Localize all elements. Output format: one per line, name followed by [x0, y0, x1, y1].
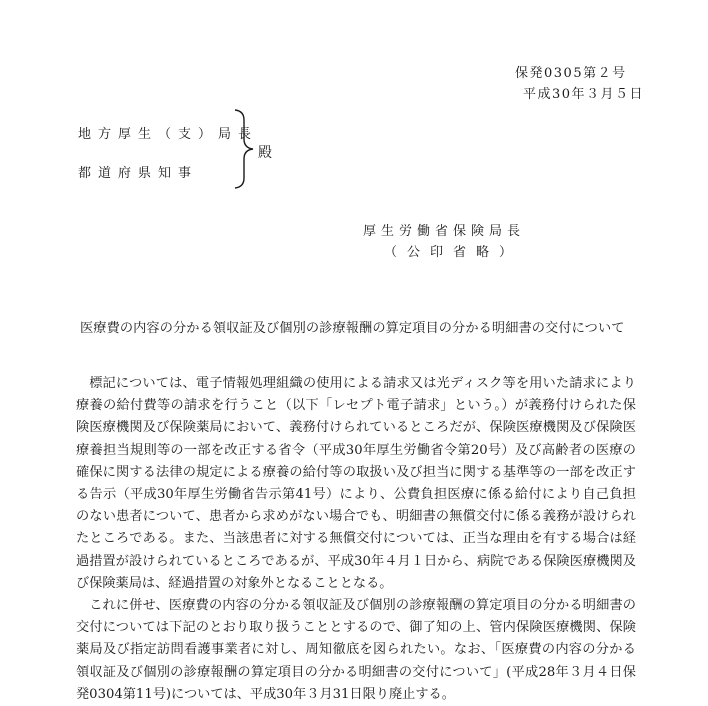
addressee-regional-bureau: 地方厚生（支）局長 [78, 127, 259, 142]
body-paragraph-1: 標記については、電子情報処理組織の使用による請求又は光ディスク等を用いた請求により療養の給付費等の請求を行うこと（以下「レセプト電子請求」という。）が義務付けられた保険医療機関及び保険薬局において、義務付けられているところだが、保険医療機関及び保険医療養担当規則等の一部を改正する省令（平成30年厚生労働省令第20号）及び高齢者の医療の確保に関する法律の規定による療養の給付等の取扱い及び担当に関する基準等の一部を改正する告示（平成30年厚生労働省告示第41号）により、公費負担医療に係る給付により自己負担のない患者について、患者から求めがない場合でも、明細書の無償交付に係る義務が設けられたところである。また、当該患者に対する無償交付については、正当な理由を有する場合は経過措置が設けられているところであるが、平成30年４月１日から、病院である保険医療機関及び保険薬局は、経過措置の対象外となることとなる。 [76, 376, 636, 591]
sender-name: 厚生労働省保険局長 [363, 224, 526, 239]
document-date: 平成30年３月５日 [523, 87, 645, 102]
document-title: 医療費の内容の分かる領収証及び個別の診療報酬の算定項目の分かる明細書の交付について [80, 321, 625, 336]
document-body [76, 373, 636, 706]
addressee-prefecture-governor: 都道府県知事 [78, 166, 199, 181]
seal-omitted-note: （公印省略） [384, 245, 523, 260]
body-paragraph-2: これに併せ、医療費の内容の分かる領収証及び個別の診療報酬の算定項目の分かる明細書の交付については下記のとおり取り扱うこととするので、御了知の上、管内保険医療機関、保険薬局及び指定訪問看護事業者に対し、周知徹底を図られたい。なお、「医療費の内容の分かる領収証及び個別の診療報酬の算定項目の分かる明細書の交付について」(平成28年３月４日保発0304第11号)については、平成30年３月31日限り廃止する。 [76, 598, 636, 702]
brace-icon [232, 108, 258, 190]
honorific: 殿 [258, 145, 272, 161]
document-number: 保発0305第２号 [515, 66, 627, 81]
